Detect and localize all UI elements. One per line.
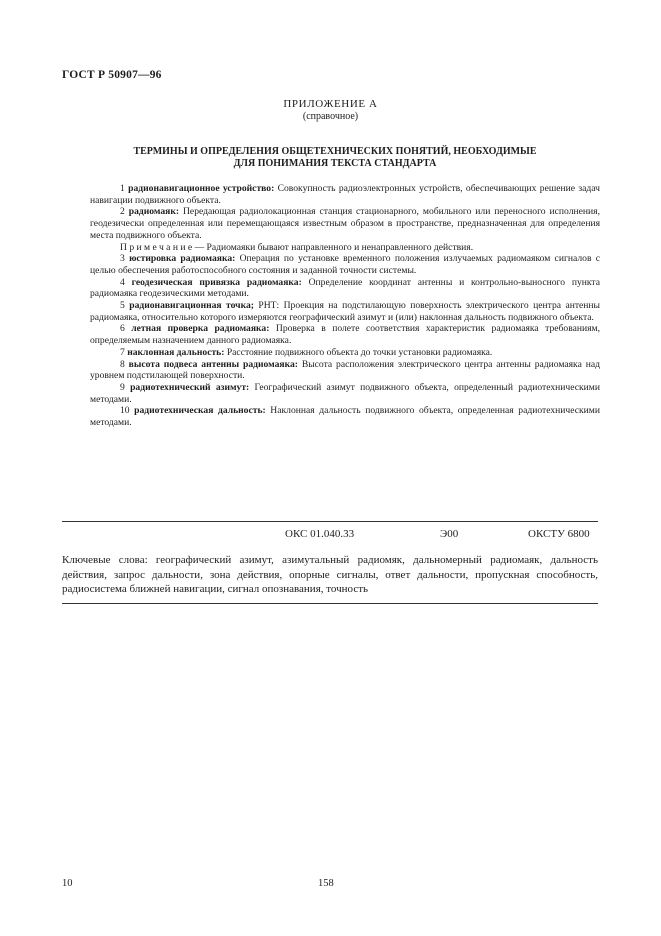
term-definition: Расстояние подвижного объекта до точки установки радиомаяка. [224,346,493,358]
term-name: радионавигационная точка; [129,300,254,312]
term-definition: Проверка в полете соответствия характеристик радиомаяка требованиям, определяемым назначением данного радиомаяка. [90,323,601,347]
term-item: 8 высота подвеса антенны радиомаяка: Высота расположения электрического центра антенны радиомаяка над уровнем подстилающей поверхности. [90,358,600,382]
term-name: юстировка радиомаяка: [129,253,236,265]
term-name: высота подвеса антенны радиомаяка: [128,358,298,370]
appendix-subtitle: (справочное) [302,111,359,122]
appendix-title: ПРИЛОЖЕНИЕ А [283,98,378,110]
keywords: Ключевые слова: географический азимут, азимутальный радиомяк, дальномерный радиомаяк, дальность действия, запрос дальности, зона действия, опорные сигналы, ответ дальности, пропускная способность, радиосистема ближней навигации, сигнал опознавания, точность [62,554,598,595]
page-number-left: 10 [62,878,73,889]
term-item: 9 радиотехнический азимут: Географический азимут подвижного объекта, определенный радиотехническими методами. [90,381,600,405]
section-title [90,146,580,170]
term-definition: Определение координат антенны и контрольно-выносного пункта радиомаяка геодезическими методами. [90,276,600,300]
term-name: радионавигационное устройство: [128,183,275,194]
term-definition: Географический азимут подвижного объекта, определенный радиотехническими методами. [90,381,600,405]
term-item: 1 радионавигационное устройство: Совокупность радиоэлектронных устройств, обеспечивающих решение задач навигации подвижного объекта. [90,183,600,206]
term-name: радиомаяк: [128,206,180,218]
note-text: — Радиомаяки бывают направленного и ненаправленного действия. [194,241,474,253]
eoo-code: Э00 [440,528,459,540]
term-definition: Совокупность радиоэлектронных устройств, обеспечивающих решение задач навигации подвижного объекта. [90,183,600,206]
term-item: 6 летная проверка радиомаяка: Проверка в полете соответствия характеристик радиомаяка требованиям, определяемым назначением данного радиомаяка. [90,323,601,347]
section-title-line-1: ТЕРМИНЫ И ОПРЕДЕЛЕНИЯ ОБЩЕТЕХНИЧЕСКИХ ПОНЯТИЙ, НЕОБХОДИМЫЕ [133,146,537,157]
term-item: 2 радиомаяк: Передающая радиолокационная станция стационарного, мобильного или переносного исполнения, геодезически определенная или перемещающаяся известным образом в пространстве, предназначенная для определения места подвижного объекта. [90,206,600,241]
divider-top [62,521,598,522]
term-name: геодезическая привязка радиомаяка: [131,276,302,288]
term-item: 4 геодезическая привязка радиомаяка: Определение координат антенны и контрольно-выносного пункта радиомаяка геодезическими методами. [90,276,600,300]
term-name: летная проверка радиомаяка: [131,323,270,335]
term-item: 7 наклонная дальность: Расстояние подвижного объекта до точки установки радиомаяка. [120,346,493,358]
divider-bottom [62,603,598,604]
term-definition: РНТ: Проекция на подстилающую поверхность электрического центра антенны радиомаяка, относительно которого измеряются географический азимут и (или) наклонная дальность подвижного объекта. [90,300,601,323]
term-item: 3 юстировка радиомаяка: Операция по установке временного положения излучаемых радиомаяком сигналов с целью обеспечения работоспособного состояния и заданной точности системы. [90,253,600,276]
term-definition: Операция по установке временного положения излучаемых радиомаяком сигналов с целью обеспечения работоспособного состояния и заданной точности системы. [90,253,600,276]
term-name: радиотехническая дальность: [134,405,266,417]
term-name: радиотехнический азимут: [130,381,250,393]
note-item [90,242,600,254]
term-definition: Высота расположения электрического центра антенны радиомаяка над уровнем подстилающей поверхности. [90,358,600,382]
term-definition: Передающая радиолокационная станция стационарного, мобильного или переносного исполнения, геодезически определенная или перемещающаяся известным образом в пространстве, предназначенная для определения места подвижного объекта. [90,206,600,241]
oks-code: ОКС 01.040.33 [285,528,355,540]
term-name: наклонная дальность: [127,346,225,358]
term-item: 10 радиотехническая дальность: Наклонная дальность подвижного объекта, определенная радиотехническими методами. [90,405,601,429]
section-title-line-2: ДЛЯ ПОНИМАНИЯ ТЕКСТА СТАНДАРТА [233,158,437,169]
term-item: 5 радионавигационная точка; РНТ: Проекция на подстилающую поверхность электрического центра антенны радиомаяка, относительно которого измеряются географический азимут и (или) наклонная дальность подвижного объекта. [90,300,601,323]
term-definition: Наклонная дальность подвижного объекта, определенная радиотехническими методами. [90,405,601,429]
okstu-code: ОКСТУ 6800 [528,528,590,540]
note-label: Примечание [120,241,195,253]
page-number-center: 158 [318,878,334,889]
document-code: ГОСТ Р 50907—96 [62,69,162,81]
terms-list [90,183,600,429]
